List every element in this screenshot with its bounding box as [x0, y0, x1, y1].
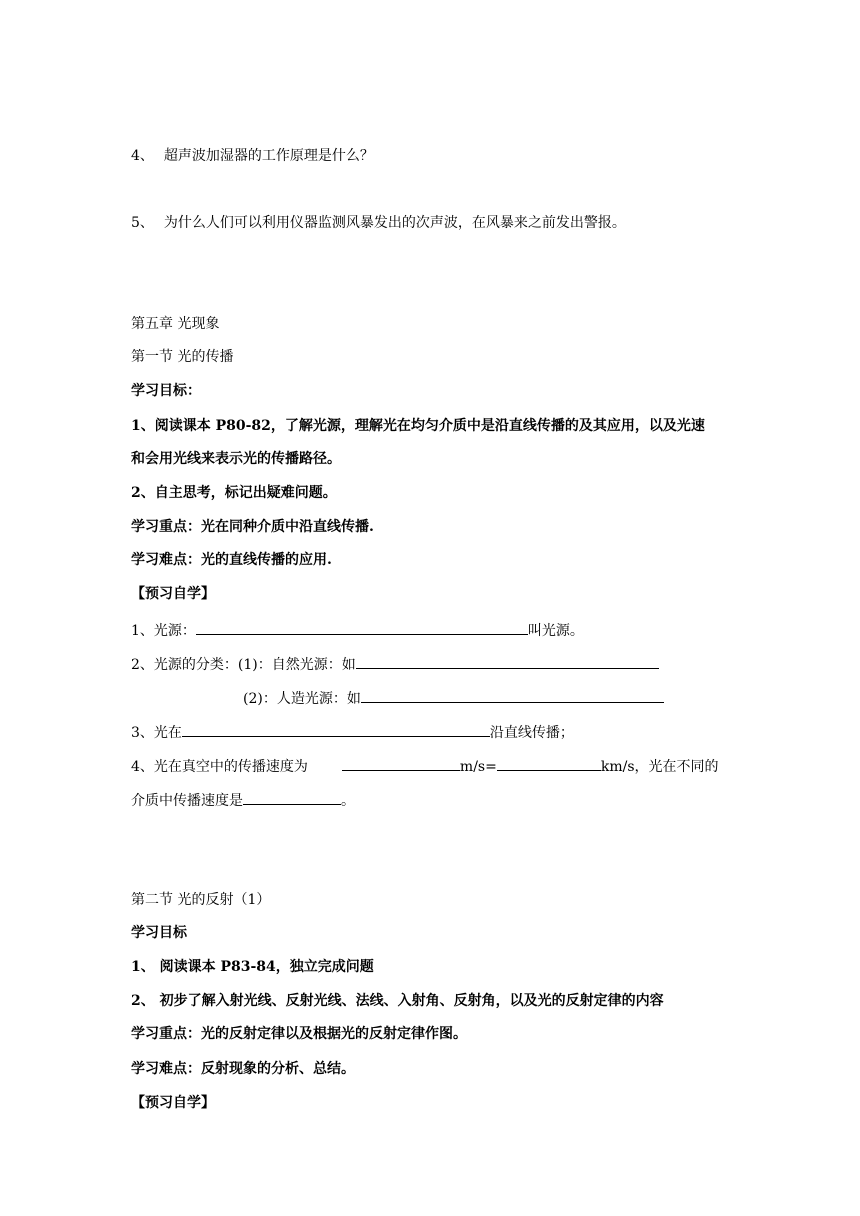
- section1-title: 第一节 光的传播: [131, 349, 234, 365]
- section2-difficulty: 学习难点：反射现象的分析、总结。: [131, 1061, 355, 1077]
- section1-goal1-line1: 1、阅读课本 P80-82，了解光源，理解光在均匀介质中是沿直线传播的及其应用，以及光速: [131, 418, 705, 434]
- blank-q4b[interactable]: [497, 755, 601, 771]
- section1-preview-heading: 【预习自学】: [131, 586, 215, 602]
- chapter-title: 第五章 光现象: [131, 316, 220, 332]
- blank-q4c[interactable]: [243, 789, 341, 805]
- question-text: 为什么人们可以利用仪器监测风暴发出的次声波，在风暴来之前发出警报。: [163, 215, 626, 231]
- question-number: 5、: [131, 215, 154, 231]
- preview-q3: 3、光在 沿直线传播；: [131, 721, 574, 743]
- question-number: 4、: [131, 148, 154, 164]
- preview-q4: 4、光在真空中的传播速度为 m/s= km/s，光在不同的: [131, 755, 719, 777]
- section1-goal1-line2: 和会用光线来表示光的传播路径。: [131, 451, 341, 467]
- blank-q1[interactable]: [196, 619, 528, 635]
- section1-goals-heading: 学习目标：: [131, 383, 201, 399]
- section2-goals-heading: 学习目标: [131, 925, 187, 941]
- section2-focus: 学习重点：光的反射定律以及根据光的反射定律作图。: [131, 1026, 467, 1042]
- preview-q4-line2: 介质中传播速度是 。: [131, 789, 355, 811]
- section2-goal1: 1、 阅读课本 P83-84，独立完成问题: [131, 959, 374, 975]
- question-4: [131, 146, 374, 166]
- section2-title: 第二节 光的反射（1）: [131, 892, 271, 908]
- preview-q2: 2、光源的分类：(1)：自然光源：如: [131, 653, 659, 675]
- section1-focus: 学习重点：光在同种介质中沿直线传播.: [131, 519, 374, 535]
- question-5: [131, 213, 626, 233]
- blank-q2a[interactable]: [356, 653, 659, 669]
- blank-q4a[interactable]: [342, 755, 460, 771]
- section1-goal2: 2、自主思考，标记出疑难问题。: [131, 485, 337, 501]
- section2-goal2: 2、 初步了解入射光线、反射光线、法线、入射角、反射角，以及光的反射定律的内容: [131, 993, 664, 1009]
- blank-q3[interactable]: [182, 721, 490, 737]
- question-text: 超声波加湿器的工作原理是什么？: [163, 148, 374, 164]
- blank-q2b[interactable]: [361, 687, 664, 703]
- section2-preview-heading: 【预习自学】: [131, 1095, 215, 1111]
- preview-q1: 1、光源： 叫光源。: [131, 619, 584, 641]
- section1-difficulty: 学习难点：光的直线传播的应用.: [131, 552, 332, 568]
- preview-q2b: (2)：人造光源：如: [243, 687, 664, 709]
